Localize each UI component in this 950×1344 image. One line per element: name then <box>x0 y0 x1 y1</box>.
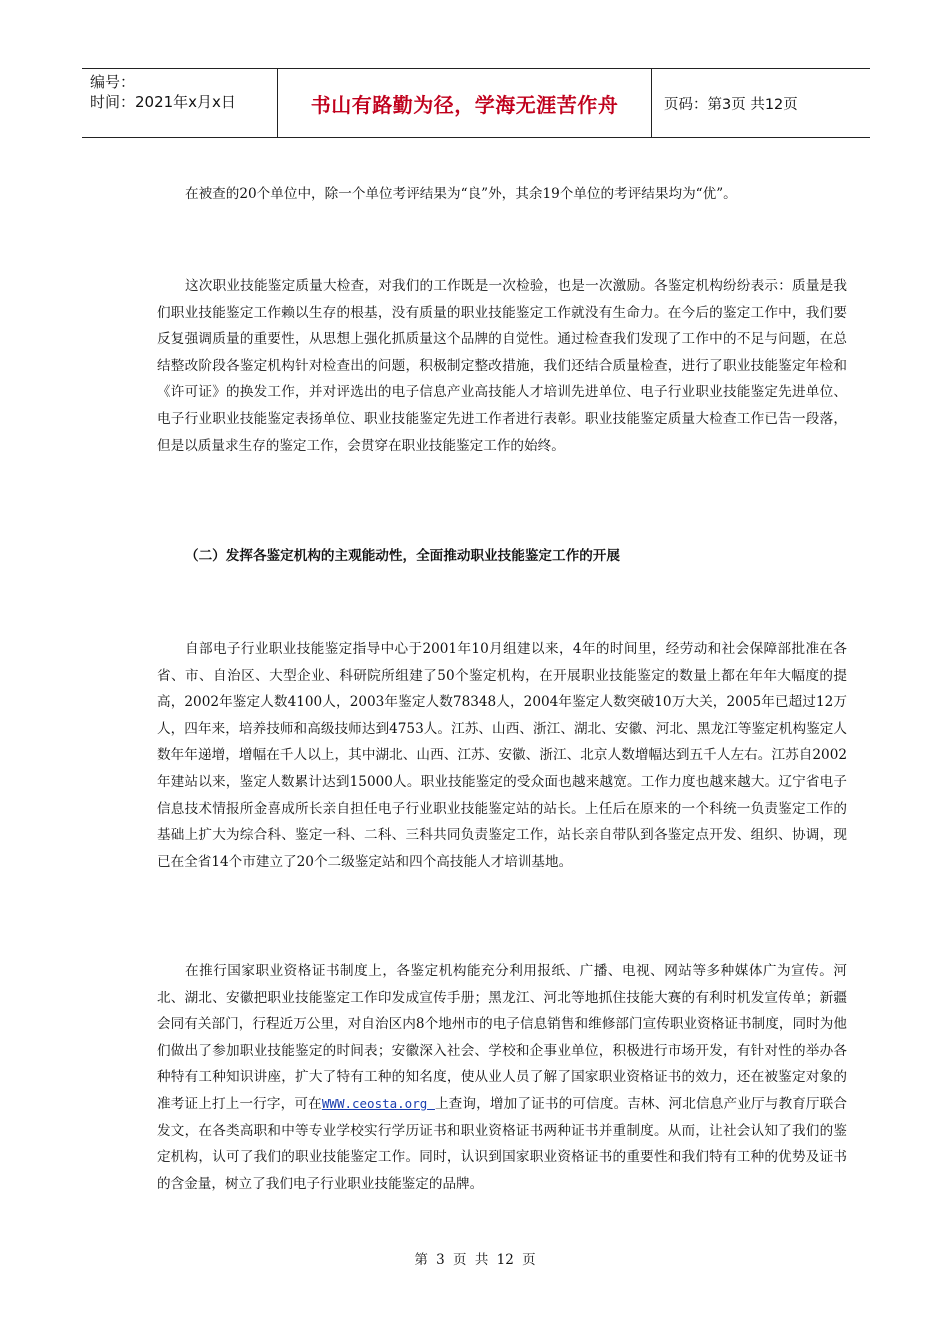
header-motto: 书山有路勤为径，学海无涯苦作舟 <box>278 69 652 137</box>
paragraph-evaluation-result: 在被查的20个单位中，除一个单位考评结果为“良”外，其余19个单位的考评结果均为“优”。 <box>185 186 737 202</box>
paragraph-development: 自部电子行业职业技能鉴定指导中心于2001年10月组建以来，4年的时间里，经劳动和社会保障部批准在各省、市、自治区、大型企业、科研院所组建了50个鉴定机构，在开展职业技能鉴定的数量上都在年年大幅度的提高，2002年鉴定人数4100人，2003年鉴定人数78348人，2004年鉴定人数突破10万大关，2005年已超过12万人，四年来，培养技师和高级技师达到4753人。江苏、山西、浙江、湖北、安徽、河北、黑龙江等鉴定机构鉴定人数年年递增，增幅在千人以上，其中湖北、山西、江苏、安徽、浙江、北京人数增幅达到五千人左右。江苏自2002年建站以来，鉴定人数累计达到15000人。职业技能鉴定的受众面也越来越宽。工作力度也越来越大。辽宁省电子信息技术情报所金喜成所长亲自担任电子行业职业技能鉴定站的站长。上任后在原来的一个科统一负责鉴定工作的基础上扩大为综合科、鉴定一科、二科、三科共同负责鉴定工作，站长亲自带队到各鉴定点开发、组织、协调，现已在全省14个市建立了20个二级鉴定站和四个高技能人才培训基地。 <box>157 641 847 870</box>
document-date: 时间：2021年x月x日 <box>90 93 236 111</box>
page-header <box>82 68 870 138</box>
section-heading: （二）发挥各鉴定机构的主观能动性，全面推动职业技能鉴定工作的开展 <box>185 548 620 564</box>
document-number: 编号： <box>90 73 136 91</box>
header-page-info: 页码：第3页 共12页 <box>664 96 798 113</box>
paragraph-certificate-promotion <box>157 958 847 1197</box>
paragraph-text-before-link: 在推行国家职业资格证书制度上，各鉴定机构能充分利用报纸、广播、电视、网站等多种媒体广为宣传。河北、湖北、安徽把职业技能鉴定工作印发成宣传手册；黑龙江、河北等地抓住技能大赛的有利时机发宣传单；新疆会同有关部门，行程近万公里，对自治区内8个地州市的电子信息销售和维修部门宣传职业资格证书制度，同时为他们做出了参加职业技能鉴定的时间表；安徽深入社会、学校和企事业单位，积极进行市场开发，有针对性的举办各种特有工种知识讲座，扩大了特有工种的知名度，使从业人员了解了国家职业资格证书的效力，还在被鉴定对象的准考证上打上一行字，可在 <box>157 963 847 1112</box>
page-footer: 第 3 页 共 12 页 <box>414 1252 536 1268</box>
paragraph-quality-inspection: 这次职业技能鉴定质量大检查，对我们的工作既是一次检验，也是一次激励。各鉴定机构纷纷表示：质量是我们职业技能鉴定工作赖以生存的根基，没有质量的职业技能鉴定工作就没有生命力。在今后的鉴定工作中，我们要反复强调质量的重要性，从思想上强化抓质量这个品牌的自觉性。通过检查我们发现了工作中的不足与问题，在总结整改阶段各鉴定机构针对检查出的问题，积极制定整改措施，我们还结合质量检查，进行了职业技能鉴定年检和《许可证》的换发工作，并对评选出的电子信息产业高技能人才培训先进单位、电子行业职业技能鉴定先进单位、电子行业职业技能鉴定表扬单位、职业技能鉴定先进工作者进行表彰。职业技能鉴定质量大检查工作已告一段落，但是以质量求生存的鉴定工作，会贯穿在职业技能鉴定工作的始终。 <box>157 278 847 454</box>
ceosta-link[interactable]: WWW.ceosta.org <box>321 1095 435 1111</box>
header-meta <box>82 69 278 137</box>
paragraph-text-after-link: 上查询，增加了证书的可信度。吉林、河北信息产业厅与教育厅联合发文，在各类高职和中等专业学校实行学历证书和职业资格证书两种证书并重制度。从而，让社会认知了我们的鉴定机构，认可了我们的职业技能鉴定工作。同时，认识到国家职业资格证书的重要性和我们特有工种的优势及证书的含金量，树立了我们电子行业职业技能鉴定的品牌。 <box>157 1095 848 1192</box>
